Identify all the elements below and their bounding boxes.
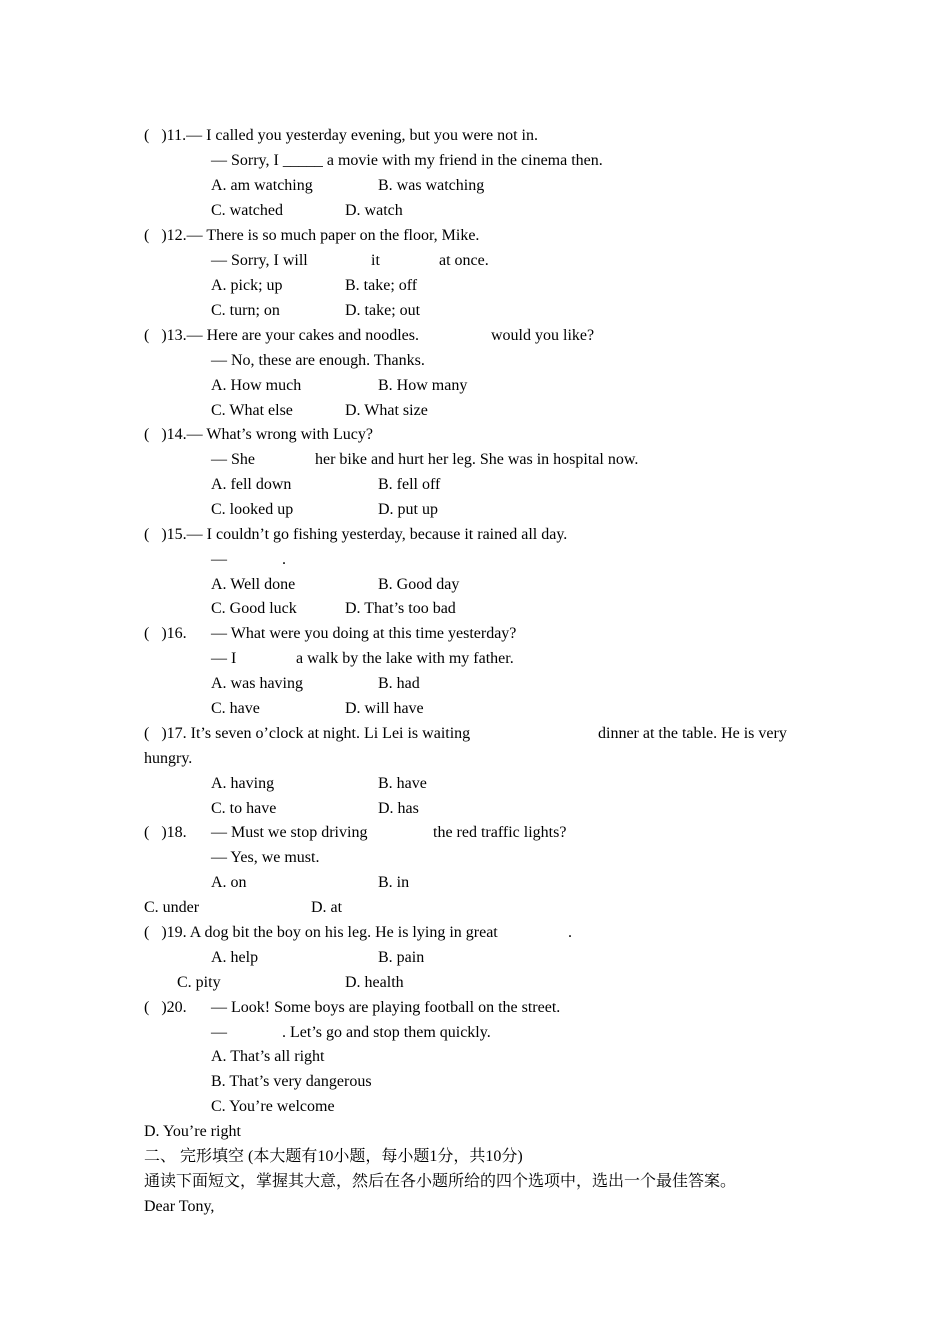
q15-option-b: B. Good day [378, 576, 460, 593]
q12-reply-part1: — Sorry, I will [211, 252, 308, 269]
q20-reply-part1: — [211, 1024, 227, 1041]
q14-reply-part1: — She [211, 451, 255, 468]
q16-option-c: C. have [211, 700, 260, 717]
q14-stem: ( )14.— What’s wrong with Lucy? [144, 426, 373, 443]
q13-reply: — No, these are enough. Thanks. [211, 352, 425, 369]
q14-reply-part2: her bike and hurt her leg. She was in hospital now. [315, 451, 639, 468]
q15-option-d: D. That’s too bad [345, 600, 456, 617]
q11-option-a: A. am watching [211, 177, 313, 194]
q15-reply-part2: . [282, 551, 286, 568]
q15-reply-part1: — [211, 551, 227, 568]
q18-option-b: B. in [378, 874, 410, 891]
q17-stem-part3: hungry. [144, 750, 193, 767]
q20-reply-part2: . Let’s go and stop them quickly. [282, 1024, 491, 1041]
q12-stem: ( )12.— There is so much paper on the floor, Mike. [144, 227, 480, 244]
section2-heading: 二、 完形填空 (本大题有10小题，每小题1分，共10分) [144, 1148, 523, 1165]
q16-option-d: D. will have [345, 700, 424, 717]
q13-option-b: B. How many [378, 377, 468, 394]
q11-stem: ( )11.— I called you yesterday evening, but you were not in. [144, 127, 538, 144]
q13-option-c: C. What else [211, 402, 293, 419]
q20-stem-number: ( )20. [144, 999, 187, 1016]
q12-reply-part3: at once. [439, 252, 489, 269]
q16-stem: — What were you doing at this time yesterday? [211, 625, 517, 642]
q15-stem: ( )15.— I couldn’t go fishing yesterday, because it rained all day. [144, 526, 568, 543]
q17-option-b: B. have [378, 775, 427, 792]
q12-option-d: D. take; out [345, 302, 421, 319]
q20-stem: — Look! Some boys are playing football on the street. [211, 999, 561, 1016]
q12-option-c: C. turn; on [211, 302, 280, 319]
q12-option-a: A. pick; up [211, 277, 283, 294]
q18-stem-number: ( )18. [144, 824, 187, 841]
q16-reply-part2: a walk by the lake with my father. [296, 650, 514, 667]
q17-option-c: C. to have [211, 800, 277, 817]
q14-option-d: D. put up [378, 501, 438, 518]
q18-option-a: A. on [211, 874, 247, 891]
q19-stem-part2: . [568, 924, 572, 941]
q16-option-b: B. had [378, 675, 420, 692]
section2-instructions: 通读下面短文，掌握其大意，然后在各小题所给的四个选项中，选出一个最佳答案。 [144, 1173, 737, 1190]
q11-reply: — Sorry, I _____ a movie with my friend in the cinema then. [211, 152, 603, 169]
q13-option-a: A. How much [211, 377, 302, 394]
q15-option-c: C. Good luck [211, 600, 297, 617]
q14-option-c: C. looked up [211, 501, 294, 518]
q17-option-d: D. has [378, 800, 419, 817]
q16-stem-number: ( )16. [144, 625, 187, 642]
q11-option-c: C. watched [211, 202, 283, 219]
q16-reply-part1: — I [211, 650, 237, 667]
q14-option-a: A. fell down [211, 476, 292, 493]
q18-option-d: D. at [311, 899, 343, 916]
q19-option-a: A. help [211, 949, 259, 966]
q11-option-b: B. was watching [378, 177, 485, 194]
q19-option-d: D. health [345, 974, 404, 991]
q18-stem-part2: the red traffic lights? [433, 824, 567, 841]
q19-option-c: C. pity [177, 974, 221, 991]
q17-option-a: A. having [211, 775, 275, 792]
q18-reply: — Yes, we must. [211, 849, 320, 866]
q12-option-b: B. take; off [345, 277, 418, 294]
q16-option-a: A. was having [211, 675, 303, 692]
q19-stem-part1: ( )19. A dog bit the boy on his leg. He is lying in great [144, 924, 498, 941]
q18-stem-part1: — Must we stop driving [211, 824, 368, 841]
q13-stem-part1: ( )13.— Here are your cakes and noodles. [144, 327, 420, 344]
q18-option-c: C. under [144, 899, 200, 916]
q15-option-a: A. Well done [211, 576, 296, 593]
q13-stem-part2: would you like? [491, 327, 595, 344]
letter-salutation: Dear Tony, [144, 1198, 215, 1215]
q20-option-a: A. That’s all right [211, 1048, 325, 1065]
q20-option-c: C. You’re welcome [211, 1098, 335, 1115]
q19-option-b: B. pain [378, 949, 425, 966]
q14-option-b: B. fell off [378, 476, 441, 493]
q17-stem-part1: ( )17. It’s seven o’clock at night. Li Lei is waiting [144, 725, 471, 742]
q20-option-d: D. You’re right [144, 1123, 241, 1140]
q20-option-b: B. That’s very dangerous [211, 1073, 372, 1090]
q12-reply-part2: it [371, 252, 380, 269]
q11-option-d: D. watch [345, 202, 403, 219]
q17-stem-part2: dinner at the table. He is very [598, 725, 787, 742]
q13-option-d: D. What size [345, 402, 428, 419]
